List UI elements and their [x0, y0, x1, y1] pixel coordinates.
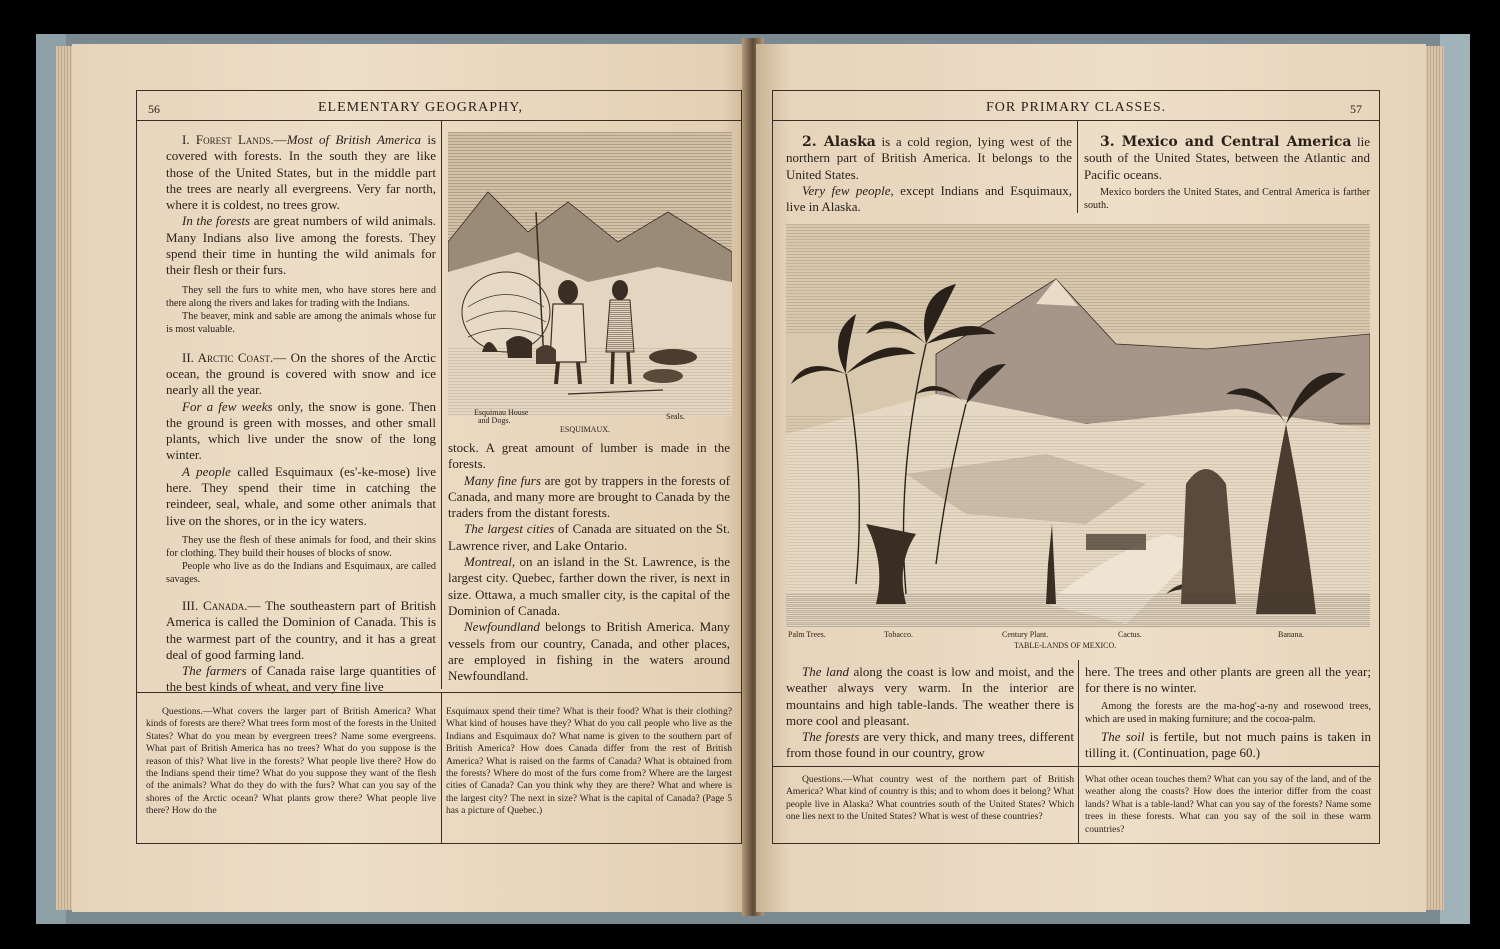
right-page-header: FOR PRIMARY CLASSES. [986, 100, 1167, 115]
mexico-section [1084, 134, 1370, 212]
emphasis: The farmers [182, 663, 247, 679]
para-text: called Esquimaux (es'-ke-mose) live here. They spend their time in catching the reindeer, seal, whale, and some other animals that live on the shores, or in the icy waters. [166, 463, 436, 528]
right-questions-col2: What other ocean touches them? What can you say of the land, and of the weather along the coasts? How does the interior differ from the coast lands? What is a table-land? What can you say of the forests? Name some trees in these forests. What can you say of the soil in these warm countries? [1085, 774, 1371, 835]
left-header-rule [137, 120, 741, 121]
alaska-section [786, 134, 1072, 215]
para-text: only, the snow is gone. Then the ground is green with mosses, and other small plants, which live under the snow of the long winter. [166, 398, 437, 463]
para-alaska [786, 134, 1072, 183]
para-text: The southeastern part of British America is called the Dominion of Canada. This is the warmest part of the country, and it has a great deal of good farming land. [166, 597, 436, 662]
cover-edge-right [1440, 34, 1470, 924]
right-column-1 [786, 664, 1074, 762]
right-questions-rule [773, 766, 1379, 767]
para-text: of Canada raise large quantities of the best kinds of wheat, and very fine live [166, 663, 436, 695]
figure-label-dogs: and Dogs. [478, 416, 511, 425]
left-questions-col1: Questions.—What covers the larger part of British America? What kinds of forests are there? What trees form most of the forests in the United States? What do you mean by evergreen trees? Name some evergreens. What part of British America has no trees? What do you suppose is the reason of this? What live in the forests? What people live there? How do the Indians spend their time? What do you suppose they want of the flesh of the animals? What do they do with the furs? What can you say of the shores of the Arctic ocean? What plants grow there? What people live there? How do the [146, 706, 436, 817]
figure-label-banana: Banana. [1278, 630, 1304, 639]
small-note: People who live as do the Indians and Esquimaux, are called savages. [166, 560, 436, 585]
para-few-people [786, 183, 1072, 216]
emphasis: The largest cities [464, 521, 555, 537]
para-text: , on an island in the St. Lawrence, is the largest city. Quebec, farther down the river, is next in size. Ottawa, a much smaller city, is the capital of the Dominion of Canada. [448, 554, 730, 618]
emphasis: Newfoundland [464, 619, 540, 635]
para-forest-lands [166, 132, 436, 213]
figure-label-house: Esquimau House [474, 408, 529, 417]
para-text: is a cold region, lying west of the northern part of British America. It belongs to the United States. [786, 134, 1072, 182]
left-column-1 [166, 132, 436, 696]
small-note: The beaver, mink and sable are among the animals whose fur is most valuable. [166, 310, 436, 335]
left-page-number: 56 [148, 102, 160, 116]
emphasis: Many fine furs [464, 472, 541, 488]
figure-caption-esquimaux: ESQUIMAUX. [560, 425, 610, 434]
para-mexico [1084, 134, 1370, 183]
figure-caption-mexico: TABLE-LANDS OF MEXICO. [1014, 641, 1117, 650]
left-column-divider [441, 121, 442, 689]
para-text: lie south of the United States, between the Atlantic and Pacific oceans. [1084, 134, 1370, 182]
para-text: are very thick, and many trees, different from those found in our country, grow [786, 729, 1074, 761]
para-text: are got by trappers in the forests of Canada, and many more are brought to Canada by the traders from the distant forests. [448, 472, 730, 521]
small-note: Among the forests are the ma-hog'-a-ny and rosewood trees, which are used in making furniture; and the cocoa-palm. [1085, 700, 1371, 725]
para-few-weeks [166, 399, 436, 464]
mexico-table-lands-illustration [786, 224, 1370, 628]
para-in-forests [166, 213, 436, 278]
para-text: along the coast is low and moist, and the weather always very warm. In the interior are mountains and high table-lands. The weather there is more cool and pleasant. [786, 664, 1074, 728]
left-questions-col2: Esquimaux spend their time? What is their food? What is their clothing? What kind of houses have they? What do you call people who live as the Indians and Esquimaux do? What name is given to the southern part of British America? How does Canada differ from the rest of British America? What is raised on the farms of Canada? What is obtained from the forests? Where do most of the furs come from? Where are the largest cities of Canada? Can you think why they are there? What and where is the largest city? The next in size? What is the capital of Canada? (Page 5 has a picture of Quebec.) [446, 706, 732, 817]
para-newfoundland [448, 619, 730, 684]
right-header-rule [773, 120, 1379, 121]
left-questions-rule [137, 692, 741, 693]
emphasis: For a few weeks [182, 398, 273, 414]
para-forests [786, 729, 1074, 762]
para-farmers [166, 663, 436, 696]
para-text: is fertile, but not much pains is taken in tilling it. (Continuation, page 60.) [1085, 728, 1371, 760]
alaska-heading: 2. Alaska [802, 134, 876, 150]
right-page-number: 57 [1350, 102, 1362, 116]
para-canada [166, 598, 436, 663]
right-column-divider [1078, 660, 1079, 843]
emphasis: The soil [1101, 728, 1145, 744]
emphasis: Montreal [464, 554, 512, 570]
section-heading: I. Forest Lands.— [182, 132, 287, 147]
esquimaux-illustration [448, 132, 732, 416]
para-text: is covered with forests. In the south they are like those of the United States, but in the middle part the trees are nearly all evergreens. Very far north, where it is coldest, no trees grow. [166, 132, 437, 213]
mexico-heading: 3. Mexico and Central America [1100, 134, 1352, 150]
left-column-2 [448, 440, 730, 684]
para-here: here. The trees and other plants are green all the year; for there is no winter. [1085, 664, 1371, 696]
figure-label-seals: Seals. [666, 412, 685, 421]
para-montreal [448, 554, 730, 619]
figure-label-century-plant: Century Plant. [1002, 630, 1049, 639]
para-people [166, 464, 436, 529]
para-arctic-coast [166, 350, 436, 399]
right-top-divider [1077, 121, 1078, 213]
para-stock: stock. A great amount of lumber is made in the forests. [448, 440, 730, 472]
emphasis: In the forests [182, 213, 251, 229]
right-column-2 [1085, 664, 1371, 761]
emphasis: Very few people [802, 182, 891, 198]
left-page-header: ELEMENTARY GEOGRAPHY, [318, 100, 523, 115]
small-note: They use the flesh of these animals for food, and their skins for clothing. They build their houses of blocks of snow. [166, 534, 436, 559]
para-text: of Canada are situated on the St. Lawrence river, and Lake Ontario. [448, 521, 730, 553]
para-text: On the shores of the Arctic ocean, the ground is covered with snow and ice nearly all the year. [166, 349, 436, 398]
para-furs [448, 473, 730, 522]
right-questions-col1: Questions.—What country west of the northern part of British America? What kind of country is this; and to whom does it belong? What people live in Alaska? What countries south of the United States? Which one lies next to the United States? What is west of these countries? [786, 774, 1074, 823]
emphasis: The land [802, 664, 850, 679]
figure-label-tobacco: Tobacco. [884, 630, 913, 639]
emphasis: A people [182, 463, 231, 479]
figure-label-palm: Palm Trees. [788, 630, 826, 639]
para-text: are great numbers of wild animals. Many Indians also live among the forests. They spend their time in hunting the wild animals for their flesh or their furs. [166, 213, 437, 278]
small-note: They sell the furs to white men, who have stores here and there along the rivers and lakes for trading with the Indians. [166, 284, 436, 309]
emphasis: Most of British America [286, 132, 421, 147]
para-text: belongs to British America. Many vessels from our country, Canada, and other places, are employed in fishing in the waters around Newfoundland. [448, 619, 730, 684]
para-largest-cities [448, 521, 730, 554]
para-land [786, 664, 1074, 729]
figure-label-cactus: Cactus. [1118, 630, 1142, 639]
small-note: Mexico borders the United States, and Central America is farther south. [1084, 186, 1370, 211]
left-questions-divider [441, 693, 442, 843]
emphasis: The forests [802, 729, 860, 745]
para-text: , except Indians and Esquimaux, live in Alaska. [786, 182, 1072, 215]
section-heading: III. Canada.— [182, 597, 261, 613]
section-heading: II. Arctic Coast.— [182, 349, 287, 365]
para-soil [1085, 729, 1371, 762]
